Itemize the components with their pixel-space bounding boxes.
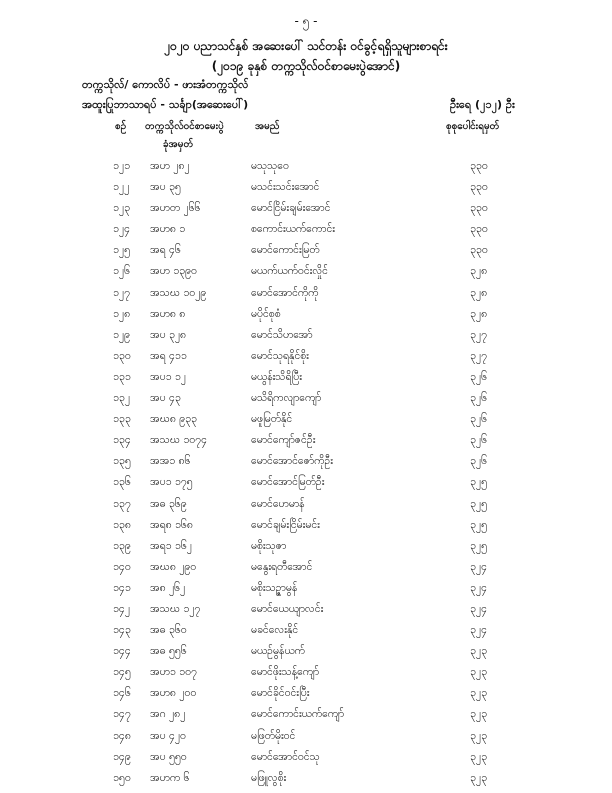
table-row <box>0 223 612 244</box>
page-number: - ၅ - <box>294 14 318 28</box>
roll-number: အဟ၈ ၂၀၀ <box>150 687 197 700</box>
headcount-line: ဦးရေ (၂၁၂) ဦး <box>450 98 515 111</box>
student-name: မဖူမြတ်နိုင် <box>251 413 293 426</box>
table-row <box>0 519 612 540</box>
table-row <box>0 413 612 434</box>
roll-number: အပ ၄၂၀ <box>150 729 186 742</box>
total-marks: ၃၂၄ <box>470 602 487 615</box>
row-number: ၁၂၆ <box>113 265 130 278</box>
roll-number: အသဃ ၁၀၇၄ <box>150 434 207 447</box>
column-header-name: အမည် <box>255 121 280 132</box>
subject-line: အထူးပြုဘာသာရပ် - သင်္ချာ(အဆေးပေါ်) <box>82 98 249 111</box>
student-name: မောင်အောင်ကိုကို <box>251 286 319 299</box>
table-row <box>0 455 612 476</box>
student-name: မသိရိကလျာကျော် <box>251 392 322 405</box>
roll-number: အပ၁ ၁၇၅ <box>150 476 193 489</box>
row-number: ၁၃၃ <box>113 413 131 426</box>
student-name: မောင်ငြိမ်းချမ်းအောင် <box>251 202 331 215</box>
row-number: ၁၄၈ <box>113 729 131 742</box>
row-number: ၁၄၆ <box>113 687 131 700</box>
table-row <box>0 772 612 793</box>
student-name: မသုသုဝေ <box>251 160 289 172</box>
row-number: ၁၃၀ <box>113 349 131 362</box>
table-row <box>0 498 612 519</box>
total-marks: ၃၃၀ <box>470 223 488 236</box>
student-name: မောင်ဟေမာန် <box>251 497 305 510</box>
row-number: ၁၃၇ <box>113 497 131 510</box>
roll-number: အပ ၃၅ <box>150 181 181 194</box>
total-marks: ၃၂၃ <box>470 687 487 700</box>
table-row <box>0 645 612 666</box>
document-subtitle: (၂၀၁၉ ခုနှစ် တက္ကသိုလ်ဝင်စာမေးပွဲအောင်) <box>211 59 401 73</box>
total-marks: ၃၂၅ <box>470 518 487 531</box>
total-marks: ၃၂၃ <box>470 666 487 679</box>
total-marks: ၃၂၈ <box>470 286 488 299</box>
total-marks: ၃၂၈ <box>470 265 488 278</box>
student-name: မခင်လေးနိုင် <box>251 624 299 637</box>
student-name: မယက်ယက်ဝင်းလှိုင် <box>251 265 328 278</box>
table-row <box>0 582 612 603</box>
row-number: ၁၄၉ <box>113 750 131 763</box>
row-number: ၁၂၉ <box>113 328 130 341</box>
table-row <box>0 160 612 181</box>
university-line: တက္ကသိုလ်/ ကောလိပ် - ဖားအံတက္ကသိုလ် <box>82 78 249 91</box>
student-name: မောင်အောင်ဇော်ကိုဦး <box>251 455 333 468</box>
row-number: ၁၃၁ <box>113 370 131 383</box>
student-name: မနွေးရတီအောင် <box>251 560 313 573</box>
row-number: ၁၄၇ <box>113 708 131 721</box>
total-marks: ၃၂၄ <box>470 581 487 594</box>
roll-number: အရ၁ ၁၆၂ <box>150 539 192 552</box>
roll-number: အဟ ၁၃၉၀ <box>150 265 197 278</box>
student-name: မောင်သိဟအော် <box>251 328 313 341</box>
table-row <box>0 561 612 582</box>
roll-number: အဂ ၂၈၂ <box>150 708 186 721</box>
row-number: ၁၃၉ <box>113 539 131 552</box>
roll-number: အဟ၈ ၁ <box>150 223 186 236</box>
roll-number: အပ ၃၂၈ <box>150 328 187 341</box>
student-name: မပိုင်စုစံ <box>251 307 281 320</box>
row-number: ၁၄၃ <box>113 624 131 637</box>
table-row <box>0 329 612 350</box>
student-name: မောင်ခိုင်ဝင်းပြီး <box>251 687 310 700</box>
student-name: မဖြတ်မိုးဝင် <box>251 729 296 742</box>
total-marks: ၃၂၃ <box>470 750 487 763</box>
row-number: ၁၂၇ <box>113 286 130 299</box>
total-marks: ၃၂၃ <box>470 645 487 658</box>
student-name: မစိုးသဉ္ဇာမွန် <box>251 581 298 594</box>
total-marks: ၃၂၆ <box>470 455 487 468</box>
roll-number: အဟ၈ ၈ <box>150 307 186 320</box>
roll-number: အသဃ ၁၂၇ <box>150 602 201 615</box>
student-name: မောင်ယေယျာလင်း <box>251 602 324 615</box>
row-number: ၁၃၅ <box>113 455 131 468</box>
total-marks: ၃၂၃ <box>470 708 487 721</box>
total-marks: ၃၂၈ <box>470 307 488 320</box>
total-marks: ၃၂၄ <box>470 624 487 637</box>
student-name: စကောင်းယက်ကောင်း <box>251 223 335 236</box>
student-name: မယွန်းသိရိပြီး <box>251 370 302 383</box>
roll-number: အဓ ၃၆၉ <box>150 497 187 510</box>
total-marks: ၃၂၆ <box>470 370 487 383</box>
total-marks: ၃၂၆ <box>470 434 487 447</box>
total-marks: ၃၂၃ <box>470 729 487 742</box>
total-marks: ၃၃၀ <box>470 202 488 215</box>
roll-number: အရ၈ ၁၆၈ <box>150 518 193 531</box>
total-marks: ၃၂၅ <box>470 497 487 510</box>
roll-number: အပ ၄၃ <box>150 392 181 405</box>
table-row <box>0 666 612 687</box>
table-row <box>0 308 612 329</box>
roll-number: အဟ၁ ၁၀၇ <box>150 666 197 679</box>
table-row <box>0 624 612 645</box>
total-marks: ၃၂၅ <box>470 539 487 552</box>
table-row <box>0 708 612 729</box>
student-name: မောင်ကောင်းမြတ် <box>251 244 320 257</box>
column-header-number: စဉ် <box>115 121 127 132</box>
table-row <box>0 476 612 497</box>
column-header-roll-sub: ခုံအမှတ် <box>163 139 194 150</box>
table-row <box>0 603 612 624</box>
roll-number: အဃ၈ ၂၉၀ <box>150 560 197 573</box>
student-name: မောင်ဖိုးသန့်ကျော် <box>251 666 320 679</box>
row-number: ၁၂၅ <box>113 244 130 257</box>
row-number: ၁၄၁ <box>113 581 131 594</box>
roll-number: အရ ၄၁၁ <box>150 349 187 362</box>
student-name: မစိုးသုဇာ <box>251 539 287 552</box>
column-header-roll: တက္ကသိုလ်ဝင်စာမေးပွဲ <box>145 121 224 132</box>
student-name: မယဥ်မွန်ယက် <box>251 645 305 658</box>
table-row <box>0 350 612 371</box>
student-name: မောင်အောင်မြတ်ဦး <box>251 476 325 489</box>
row-number: ၁၃၄ <box>113 434 131 447</box>
student-name: မဖြူလွစိုး <box>251 771 287 784</box>
student-name: မောင်အောင်ဝင်သု <box>251 750 320 763</box>
student-name: မောင်ကျော်ဇင်ဦး <box>251 434 316 447</box>
roll-number: အအ၁ ၈၆ <box>150 455 191 468</box>
total-marks: ၃၂၄ <box>470 560 487 573</box>
table-row <box>0 687 612 708</box>
table-row <box>0 181 612 202</box>
roll-number: အဟ ၂၈၂ <box>150 160 190 172</box>
row-number: ၁၃၂ <box>113 392 130 405</box>
total-marks: ၃၂၆ <box>470 413 487 426</box>
table-row <box>0 265 612 286</box>
table-row <box>0 202 612 223</box>
results-table <box>0 160 612 793</box>
row-number: ၁၂၁ <box>113 160 130 172</box>
student-name: မောင်သုရနိုင်စိုး <box>251 349 309 362</box>
roll-number: အဓ ၅၅၆ <box>150 645 187 658</box>
document-title: ၂၀၂၀ ပညာသင်နှစ် အဆေးပေါ် သင်တန်း ဝင်ခွင့်ရရှိသူများစာရင်း <box>164 39 448 53</box>
total-marks: ၃၂၆ <box>470 392 487 405</box>
table-row <box>0 392 612 413</box>
row-number: ၁၂၄ <box>113 223 130 236</box>
total-marks: ၃၃၀ <box>470 244 488 257</box>
row-number: ၁၂၈ <box>113 307 131 320</box>
table-row <box>0 540 612 561</box>
column-header-marks: စုစုပေါင်းရမှတ် <box>446 121 500 132</box>
row-number: ၁၄၄ <box>113 645 131 658</box>
total-marks: ၃၂၇ <box>470 328 487 341</box>
roll-number: အဓ ၃၆၀ <box>150 624 187 637</box>
total-marks: ၃၂၇ <box>470 349 487 362</box>
table-row <box>0 371 612 392</box>
roll-number: အ၈ ၂၆၂ <box>150 581 186 594</box>
roll-number: အဃ၈ ၉၃၃ <box>150 413 197 426</box>
table-row <box>0 434 612 455</box>
row-number: ၁၄၀ <box>113 560 131 573</box>
table-row <box>0 730 612 751</box>
table-row <box>0 751 612 772</box>
total-marks: ၃၃၀ <box>470 181 488 194</box>
table-row <box>0 287 612 308</box>
student-name: မောင်ကောင်းယက်ကျော် <box>251 708 345 721</box>
roll-number: အပ ၅၅၀ <box>150 750 187 763</box>
student-name: မသင်းသင်းအောင် <box>251 181 320 194</box>
row-number: ၁၃၆ <box>113 476 131 489</box>
total-marks: ၃၃၀ <box>470 160 488 172</box>
total-marks: ၃၂၃ <box>470 771 487 784</box>
row-number: ၁၄၅ <box>113 666 131 679</box>
roll-number: အရ ၄၆ <box>150 244 181 257</box>
row-number: ၁၂၃ <box>113 202 130 215</box>
row-number: ၁၂၂ <box>113 181 130 194</box>
roll-number: အဟက ၆ <box>150 771 190 784</box>
roll-number: အသဃ ၁၀၂၉ <box>150 286 207 299</box>
roll-number: အဟတ ၂၆၆ <box>150 202 201 215</box>
row-number: ၁၃၈ <box>113 518 131 531</box>
roll-number: အပ၁ ၁၂ <box>150 370 186 383</box>
student-name: မောင်ချမ်းငြိမ်းမင်း <box>251 518 320 531</box>
row-number: ၁၄၂ <box>113 602 130 615</box>
total-marks: ၃၂၅ <box>470 476 487 489</box>
row-number: ၁၅၀ <box>113 771 131 784</box>
table-row <box>0 244 612 265</box>
